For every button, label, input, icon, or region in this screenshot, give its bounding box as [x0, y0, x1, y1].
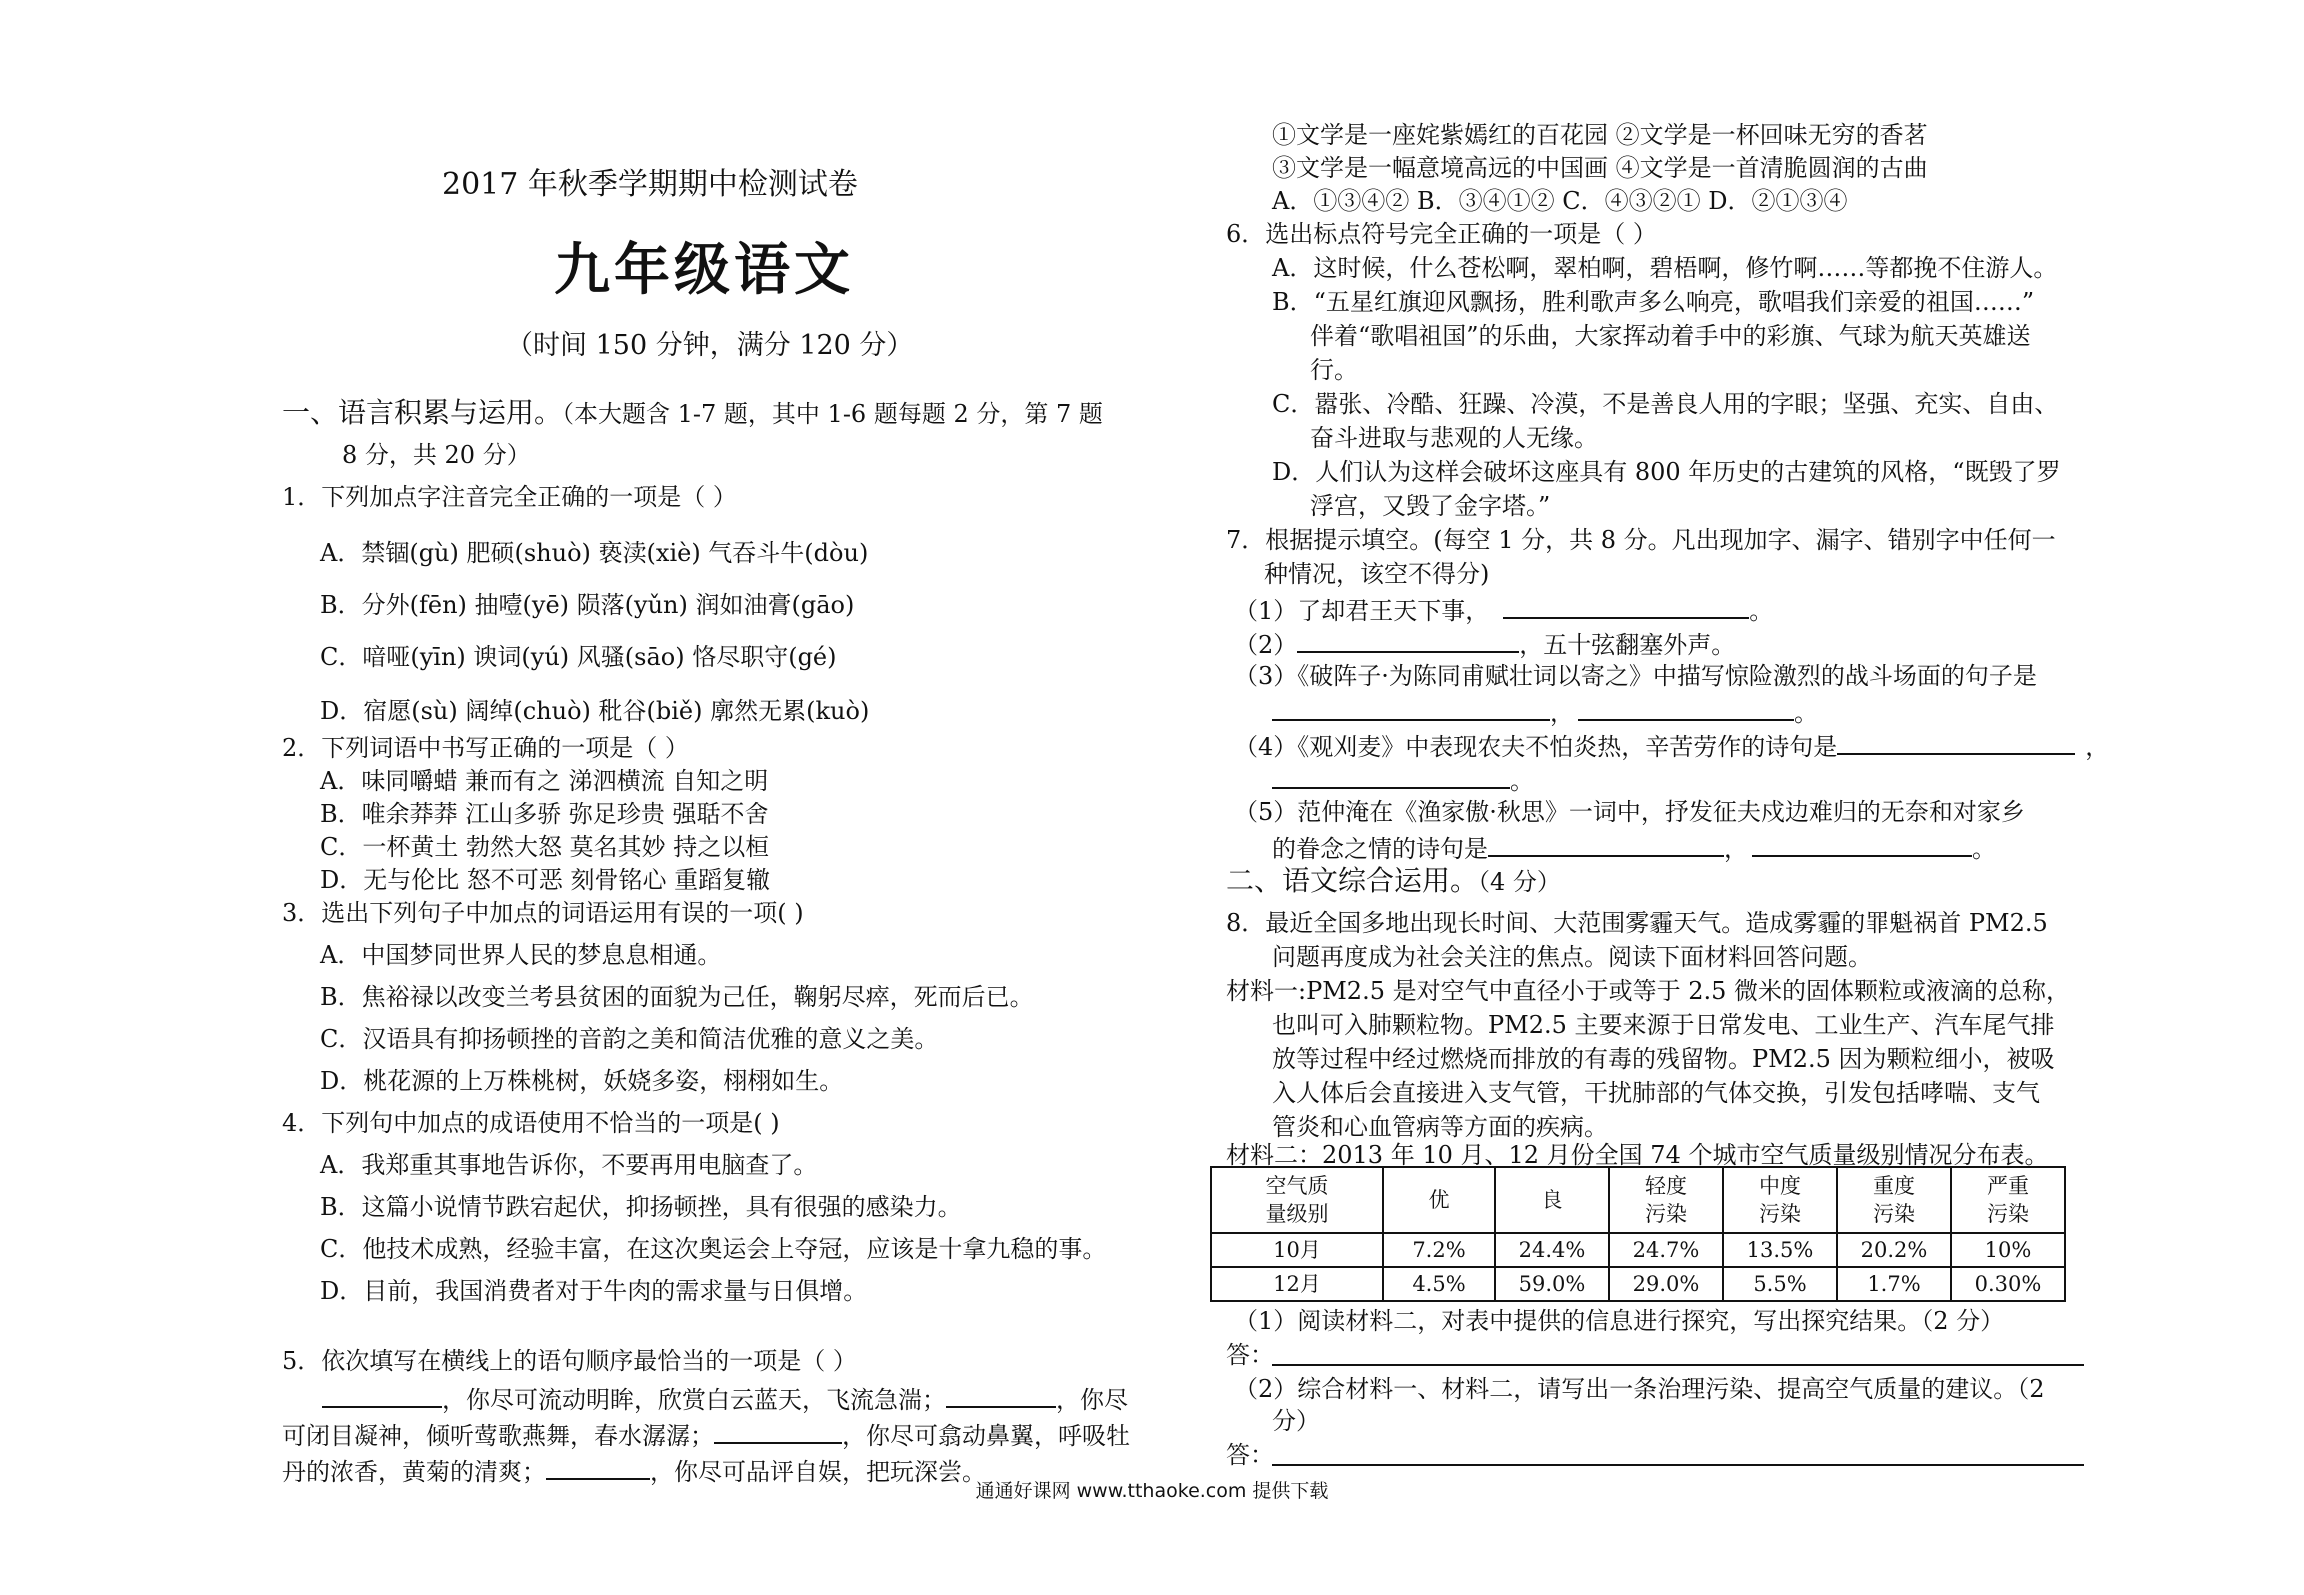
q4-option-c: C．他技术成熟，经验丰富，在这次奥运会上夺冠，应该是十拿九稳的事。 [320, 1235, 1107, 1263]
table-header-cell: 中度 污染 [1723, 1167, 1837, 1233]
q7-stem-1: 7．根据提示填空。(每空 1 分，共 8 分。凡出现加字、漏字、错别字中任何一 [1226, 526, 2056, 554]
table-row [1211, 1233, 2065, 1267]
q8-sub2-2: 分） [1272, 1407, 1320, 1435]
table-cell: 1.7% [1837, 1267, 1951, 1301]
q8-material1-5: 管炎和心血管病等方面的疾病。 [1272, 1113, 1608, 1141]
q6-option-d-2: 浮宫，又毁了金字塔。” [1310, 492, 1551, 520]
q8-stem-1: 8．最近全国多地出现长时间、大范围雾霾天气。造成雾霾的罪魁祸首 PM2.5 [1226, 909, 2048, 937]
q7-blank-4[interactable] [1578, 695, 1794, 721]
q4-stem: 4．下列句中加点的成语使用不恰当的一项是( ) [282, 1109, 780, 1137]
q3-stem: 3．选出下列句子中加点的词语运用有误的一项( ) [282, 899, 804, 927]
q6-option-b-2: 伴着“歌唱祖国”的乐曲，大家挥动着手中的彩旗、气球为航天英雄送 [1310, 322, 2031, 350]
section1-heading [282, 398, 1103, 429]
q2-option-a: A．味同嚼蜡 兼而有之 涕泗横流 自知之明 [320, 767, 769, 795]
table-cell: 10% [1951, 1233, 2065, 1267]
table-cell: 0.30% [1951, 1267, 2065, 1301]
table-cell: 13.5% [1723, 1233, 1837, 1267]
q8-material1-2: 也叫可入肺颗粒物。PM2.5 主要来源于日常发电、工业生产、汽车尾气排 [1272, 1011, 2055, 1039]
q6-stem: 6．选出标点符号完全正确的一项是（ ） [1226, 220, 1657, 248]
table-header-cell: 优 [1383, 1167, 1495, 1233]
page-footer: 通通好课网 www.tthaoke.com 提供下载 [975, 1480, 1329, 1502]
table-header-row [1211, 1167, 2065, 1233]
table-header-cell: 良 [1495, 1167, 1609, 1233]
q1-option-b: B．分外(fēn) 抽噎(yē) 陨落(yǔn) 润如油膏(gāo) [320, 591, 855, 619]
q6-option-c-2: 奋斗进取与悲观的人无缘。 [1310, 424, 1598, 452]
q8-answer-2-label: 答： [1226, 1441, 1274, 1469]
q6-option-c-1: C．嚣张、冷酷、狂躁、冷漠，不是善良人用的字眼；坚强、充实、自由、 [1272, 390, 2059, 418]
q5-option-line-1: ①文学是一座姹紫嫣红的百花园 ②文学是一杯回味无穷的香茗 [1272, 121, 1928, 149]
table-cell: 10月 [1211, 1233, 1383, 1267]
q7-blank-3[interactable] [1272, 695, 1550, 721]
table-cell: 7.2% [1383, 1233, 1495, 1267]
exam-subtitle: 2017 年秋季学期期中检测试卷 [442, 167, 858, 202]
q7-blank-8[interactable] [1752, 831, 1972, 857]
q2-option-b: B．唯余莽莽 江山多骄 弥足珍贵 强聒不舍 [320, 800, 769, 828]
section2-title: 二、语文综合运用。 [1226, 864, 1479, 897]
q7-item-2: （2） ，五十弦翻塞外声。 [1234, 627, 1735, 660]
q3-option-c: C．汉语具有抑扬顿挫的音韵之美和简洁优雅的意义之美。 [320, 1025, 939, 1053]
q5-blank-3[interactable] [714, 1418, 842, 1444]
q5-blank-2[interactable] [946, 1382, 1056, 1408]
q8-sub1: （1）阅读材料二，对表中提供的信息进行探究，写出探究结果。（2 分） [1234, 1307, 2005, 1335]
exam-title: 九年级语文 [554, 237, 854, 303]
table-cell: 24.4% [1495, 1233, 1609, 1267]
table-row [1211, 1267, 2065, 1301]
q2-option-d: D．无与伦比 怒不可恶 刻骨铭心 重蹈复辙 [320, 866, 771, 894]
table-cell: 24.7% [1609, 1233, 1723, 1267]
q8-stem-2: 问题再度成为社会关注的焦点。阅读下面材料回答问题。 [1272, 943, 1872, 971]
table-cell: 29.0% [1609, 1267, 1723, 1301]
q7-item-4-answer: 。 [1272, 763, 1534, 796]
q8-answer-1-line[interactable] [1272, 1364, 2084, 1366]
q7-item-1: （1）了却君王天下事， 。 [1234, 593, 1773, 626]
q8-material1-1: 材料一:PM2.5 是对空气中直径小于或等于 2.5 微米的固体颗粒或液滴的总称， [1226, 977, 2071, 1005]
q5-stem: 5．依次填写在横线上的语句顺序最恰当的一项是（ ） [282, 1347, 857, 1375]
q1-option-d: D．宿愿(sù) 阔绰(chuò) 秕谷(biě) 廓然无累(kuò) [320, 697, 870, 725]
q7-item-5-answers: 的眷念之情的诗句是 ， 。 [1272, 831, 1996, 864]
q5-line-2: 可闭目凝神，倾听莺歌燕舞，春水潺潺； ，你尽可翕动鼻翼，呼吸牡 [282, 1418, 1130, 1451]
q3-option-d: D．桃花源的上万株桃树，妖娆多姿，栩栩如生。 [320, 1067, 844, 1095]
q4-option-d: D．目前，我国消费者对于牛肉的需求量与日俱增。 [320, 1277, 868, 1305]
section2-heading [1226, 866, 1561, 897]
q5-choices: A．①③④② B．③④①② C．④③②① D．②①③④ [1272, 187, 1848, 215]
q7-blank-5[interactable] [1837, 729, 2075, 755]
q8-answer-1-label: 答： [1226, 1341, 1274, 1369]
q2-option-c: C．一杯黄土 勃然大怒 莫名其妙 持之以桓 [320, 833, 770, 861]
q8-material1-3: 放等过程中经过燃烧而排放的有毒的残留物。PM2.5 因为颗粒细小，被吸 [1272, 1045, 2055, 1073]
q7-blank-1[interactable] [1503, 593, 1749, 619]
table-cell: 59.0% [1495, 1267, 1609, 1301]
q5-line-1: ，你尽可流动明眸，欣赏白云蓝天，飞流急湍； ，你尽 [282, 1382, 1128, 1415]
q8-sub2-1: （2）综合材料一、材料二，请写出一条治理污染、提高空气质量的建议。（2 [1234, 1375, 2045, 1403]
table-cell: 4.5% [1383, 1267, 1495, 1301]
q7-item-3-answers: ， 。 [1272, 695, 1818, 728]
q1-option-c: C．喑哑(yīn) 谀词(yú) 风骚(sāo) 恪尽职守(gé) [320, 643, 837, 671]
section1-note-cont: 8 分，共 20 分） [342, 441, 531, 469]
table-cell: 12月 [1211, 1267, 1383, 1301]
q8-answer-2-line[interactable] [1272, 1464, 2084, 1466]
q1-stem: 1．下列加点字注音完全正确的一项是（ ） [282, 483, 737, 511]
q6-option-b-1: B．“五星红旗迎风飘扬，胜利歌声多么响亮，歌唱我们亲爱的祖国……” [1272, 288, 2035, 316]
q5-option-line-2: ③文学是一幅意境高远的中国画 ④文学是一首清脆圆润的古曲 [1272, 154, 1928, 182]
q4-option-a: A．我郑重其事地告诉你，不要再用电脑查了。 [320, 1151, 818, 1179]
q8-material2: 材料二：2013 年 10 月、12 月份全国 74 个城市空气质量级别情况分布表。 [1226, 1141, 2049, 1169]
q5-blank-1[interactable] [322, 1382, 442, 1408]
section1-note: （本大题含 1-7 题，其中 1-6 题每题 2 分，第 7 题 [562, 400, 1103, 428]
q2-stem: 2．下列词语中书写正确的一项是（ ） [282, 734, 689, 762]
section2-note: （4 分） [1478, 868, 1561, 896]
q4-option-b: B．这篇小说情节跌宕起伏，抑扬顿挫，具有很强的感染力。 [320, 1193, 962, 1221]
table-cell: 20.2% [1837, 1233, 1951, 1267]
q1-option-a: A．禁锢(gù) 肥硕(shuò) 亵渎(xiè) 气吞斗牛(dòu) [320, 539, 869, 567]
q7-item-5: （5）范仲淹在《渔家傲·秋思》一词中，抒发征夫戍边难归的无奈和对家乡 [1234, 798, 2025, 826]
q7-stem-2: 种情况，该空不得分) [1264, 560, 1490, 588]
q8-material1-4: 入人体后会直接进入支气管，干扰肺部的气体交换，引发包括哮喘、支气 [1272, 1079, 2040, 1107]
q7-blank-2[interactable] [1297, 627, 1519, 653]
exam-time: （时间 150 分钟，满分 120 分） [506, 330, 914, 361]
q7-item-4: （4）《观刈麦》中表现农夫不怕炎热，辛苦劳作的诗句是 ， [1234, 729, 2109, 762]
air-quality-table [1210, 1166, 2066, 1302]
q7-blank-6[interactable] [1272, 763, 1510, 789]
q3-option-a: A．中国梦同世界人民的梦息息相通。 [320, 941, 722, 969]
table-header-cell: 轻度 污染 [1609, 1167, 1723, 1233]
table-cell: 5.5% [1723, 1267, 1837, 1301]
q5-line-3: 丹的浓香，黄菊的清爽； ，你尽可品评自娱，把玩深尝。 [282, 1454, 986, 1487]
q3-option-b: B．焦裕禄以改变兰考县贫困的面貌为己任，鞠躬尽瘁，死而后已。 [320, 983, 1034, 1011]
q7-item-3: （3）《破阵子·为陈同甫赋壮词以寄之》中描写惊险激烈的战斗场面的句子是 [1234, 662, 2037, 690]
section1-title: 一、语言积累与运用。 [282, 396, 563, 429]
table-header-cell: 空气质 量级别 [1211, 1167, 1383, 1233]
table-header-cell: 重度 污染 [1837, 1167, 1951, 1233]
q6-option-d-1: D．人们认为这样会破坏这座具有 800 年历史的古建筑的风格，“既毁了罗 [1272, 458, 2061, 486]
q6-option-a: A．这时候，什么苍松啊，翠柏啊，碧梧啊，修竹啊……等都挽不住游人。 [1272, 254, 2058, 282]
q7-blank-7[interactable] [1488, 831, 1724, 857]
table-header-cell: 严重 污染 [1951, 1167, 2065, 1233]
q6-option-b-3: 行。 [1310, 356, 1358, 384]
